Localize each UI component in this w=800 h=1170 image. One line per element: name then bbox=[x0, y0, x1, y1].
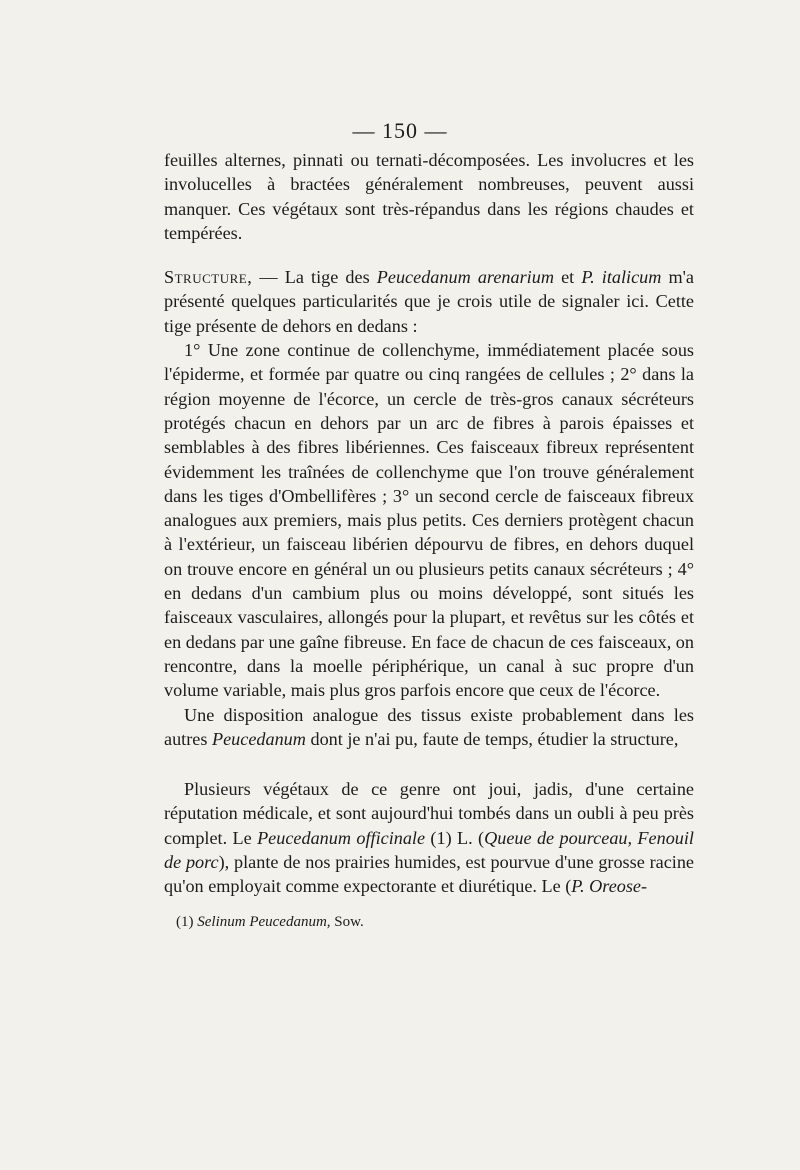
footnote-taxon: Selinum Peucedanum, bbox=[197, 914, 331, 930]
usage-common-names: Queue de pourceau, Fenouil de porc bbox=[164, 827, 694, 873]
paragraph-intro: feuilles alternes, pinnati ou ternati-décomposées. Les involucres et les involucelles à bractées généralement nombreuses, peuvent aussi manquer. Ces végétaux sont très-répandus dans les régions chaudes et tempérées. bbox=[164, 150, 694, 243]
analog-text-2: dont je n'ai pu, faute de temps, étudier la structure, bbox=[305, 728, 679, 749]
footnote-mark: (1) bbox=[176, 914, 198, 930]
structure-taxon-2: P. italicum bbox=[581, 267, 662, 288]
usage-text-1: Plusieurs végétaux de ce genre ont joui, jadis, d'une certaine réputation médicale, et sont aujourd'hui tombés dans un oubli à peu près complet. Le bbox=[164, 779, 694, 848]
paragraph-structure-list: 1° Une zone continue de collenchyme, immédiatement placée sous l'épiderme, et formée par quatre ou cinq rangées de cellules ; 2° dans la région moyenne de l'écorce, un cercle de très-gros canaux sécréteurs protégés chacun en dehors par un arc de fibres à parois épaisses et semblables à des fibres libériennes. Ces faisceaux fibreux représentent évidemment les traînées de collenchyme que l'on trouve généralement dans les tiges d'Ombellifères ; 3° un second cercle de faisceaux fibreux analogues aux premiers, mais plus petits. Ces derniers protègent chacun à l'extérieur, un faisceau libérien dépourvu de fibres, en dehors duquel on trouve encore en général un ou plusieurs petits canaux sécréteurs ; 4° en dedans d'un cambium plus ou moins développé, sont situés les faisceaux vasculaires, allongés pour la plupart, et revêtus sur les côtés et en dedans par une gaîne fibreuse. En face de chacun de ces faisceaux, on rencontre, dans la moelle périphérique, un canal à suc propre d'un volume variable, mais plus gros parfois encore que ceux de l'écorce. bbox=[164, 340, 694, 701]
structure-taxon-1: Peucedanum arenarium bbox=[376, 267, 554, 288]
paragraph-structure bbox=[164, 265, 694, 338]
section-heading: Structure, bbox=[164, 267, 253, 288]
structure-text-3: m'a présenté quelques particularités que je crois utile de signaler ici. Cette tige présente de dehors en dedans : bbox=[164, 267, 694, 336]
page-number: — 150 — bbox=[352, 118, 448, 143]
structure-text-1: — La tige des bbox=[252, 267, 377, 288]
usage-text-2: (1) L. ( bbox=[425, 827, 485, 848]
paragraph-analogue bbox=[164, 703, 694, 752]
footnote-authority: Sow. bbox=[330, 914, 364, 930]
analog-text-1: Une disposition analogue des tissus existe probablement dans les autres bbox=[164, 704, 694, 749]
analog-taxon: Peucedanum bbox=[211, 728, 306, 749]
footnote bbox=[176, 914, 676, 931]
usage-taxon-2: P. Oreose- bbox=[571, 876, 648, 897]
structure-text-2: et bbox=[553, 267, 582, 288]
paragraph-usage bbox=[164, 777, 694, 898]
body-text bbox=[164, 148, 694, 899]
usage-taxon-1: Peucedanum officinale bbox=[257, 827, 426, 848]
usage-text-3: ), plante de nos prairies humides, est pourvue d'une grosse racine qu'on employait comme expectorante et diurétique. Le ( bbox=[164, 852, 694, 897]
